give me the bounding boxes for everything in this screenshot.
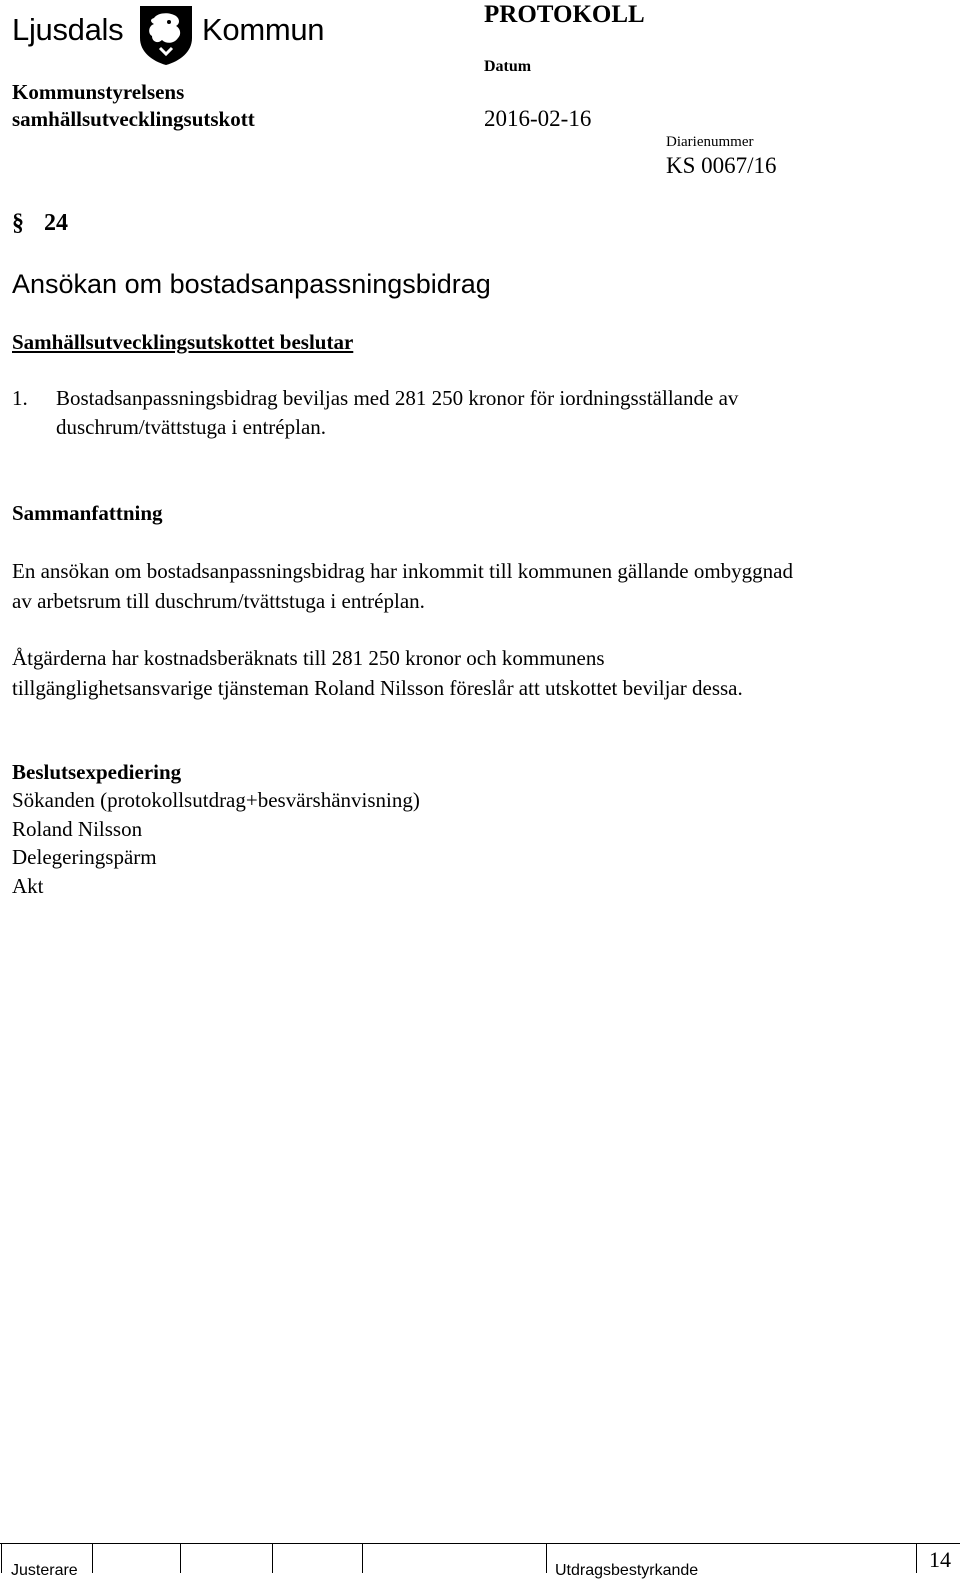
page-title: Ansökan om bostadsanpassningsbidrag	[12, 269, 491, 299]
paragraph-number	[12, 208, 68, 238]
page-number: 14	[929, 1547, 951, 1572]
expedition-heading: Beslutsexpediering	[12, 760, 182, 784]
list-item: Delegeringspärm	[12, 845, 157, 870]
document-type: PROTOKOLL	[484, 1, 645, 28]
footer-cell-border	[92, 1543, 93, 1573]
decision-item-number: 1.	[12, 386, 28, 410]
decision-heading: Samhällsutvecklingsutskottet beslutar	[12, 330, 354, 354]
footer-cell-border	[272, 1543, 273, 1573]
section-sign: §	[12, 210, 24, 236]
expedition-list	[12, 786, 420, 900]
summary-line: En ansökan om bostadsanpassningsbidrag har inkommit till kommunen gällande ombyggnad	[12, 559, 793, 583]
summary-paragraph	[12, 556, 793, 616]
registration-number-value: KS 0067/16	[666, 153, 777, 178]
footer-cell-border	[1, 1543, 2, 1573]
justerare-label: Justerare	[11, 1562, 78, 1579]
summary-line: Åtgärderna har kostnadsberäknats till 281 250 kronor och kommunens	[12, 646, 605, 670]
footer-cell-border	[916, 1543, 917, 1573]
signature-footer	[0, 1543, 960, 1579]
decision-item-line: duschrum/tvättstuga i entréplan.	[56, 415, 327, 439]
footer-cell-border	[362, 1543, 363, 1573]
summary-heading: Sammanfattning	[12, 501, 163, 525]
logo-text-ljusdals: Ljusdals	[12, 12, 124, 47]
footer-divider	[0, 1543, 960, 1544]
list-item: Roland Nilsson	[12, 816, 143, 841]
list-item: Akt	[12, 873, 44, 898]
decision-item	[12, 384, 738, 442]
paragraph-number-value: 24	[44, 210, 68, 236]
logo-text-kommun: Kommun	[202, 12, 325, 47]
date-value: 2016-02-16	[484, 106, 592, 131]
registration-number-label: Diarienummer	[666, 134, 754, 150]
lion-crest-icon	[136, 4, 196, 66]
list-item: Sökanden (protokollsutdrag+besvärshänvisning)	[12, 788, 420, 812]
organization-line-1: Kommunstyrelsens	[12, 80, 185, 104]
certification-label: Utdragsbestyrkande	[555, 1562, 699, 1579]
organization-line-2: samhällsutvecklingsutskott	[12, 107, 255, 131]
summary-line: tillgänglighetsansvarige tjänsteman Roland Nilsson föreslår att utskottet beviljar dessa.	[12, 676, 743, 700]
date-label: Datum	[484, 58, 532, 75]
decision-item-line: Bostadsanpassningsbidrag beviljas med 281 250 kronor för iordningsställande av	[56, 386, 739, 410]
summary-line: av arbetsrum till duschrum/tvättstuga i entréplan.	[12, 589, 425, 613]
footer-cell-border	[180, 1543, 181, 1573]
footer-cell-border	[546, 1543, 547, 1573]
summary-paragraph	[12, 643, 743, 703]
